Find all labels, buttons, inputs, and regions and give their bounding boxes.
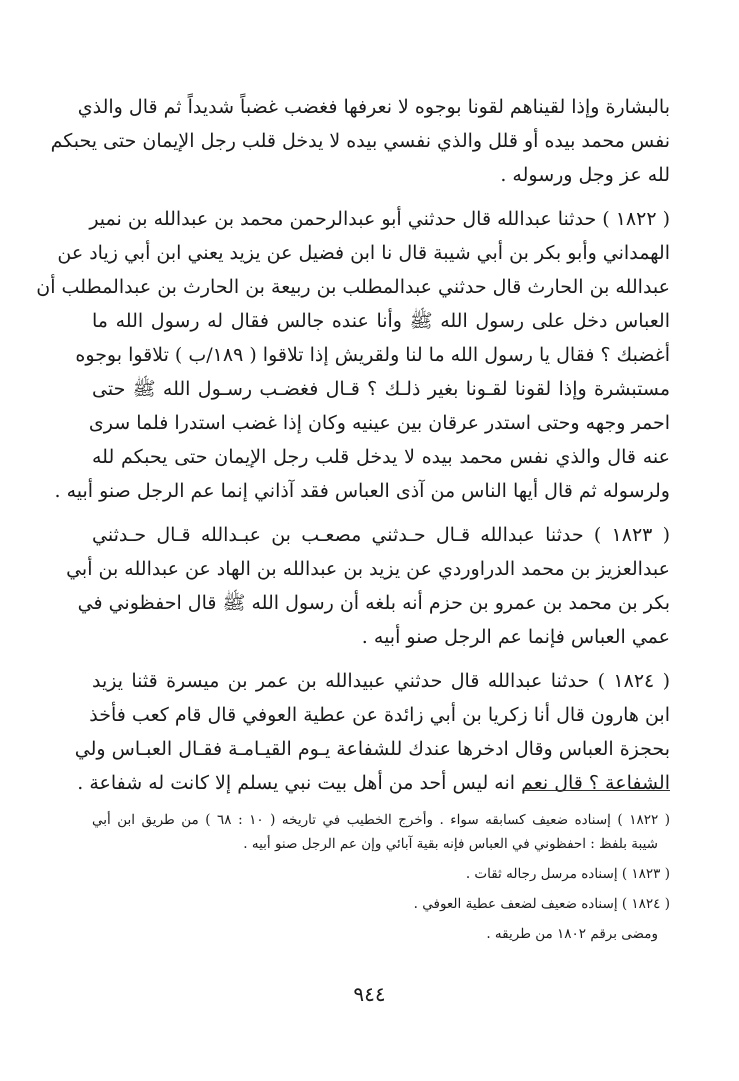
text-line: ( ١٨٢٤ ) حدثنا عبدالله قال حدثني عبيدالله بن عمر بن ميسرة قثنا يزيد: [92, 670, 671, 692]
text-line: عنه قال والذي نفس محمد بيده لا يدخل قلب رجل الإيمان حتى يحبكم لله: [92, 446, 670, 468]
footnote-divider: [524, 790, 670, 791]
footnote-1822-cont: شيبة بلفظ : احفظوني في العباس فإنه بقية آبائي وإن عم الرجل صنو أبيه .: [243, 836, 658, 852]
footnote-1822: ( ١٨٢٢ ) إسناده ضعيف كسابقه سواء . وأخرج الخطيب في تاريخه ( ١٠ : ٦٨ ) من طريق ابن أبي: [92, 812, 670, 828]
main-text: [36, 90, 671, 810]
text-line: الشفاعة ؟ قال نعم انه ليس أحد من أهل بيت نبي يسلم إلا كانت له شفاعة .: [77, 772, 670, 794]
text-line: عبدالعزيز بن محمد الدراوردي عن يزيد بن عبدالله بن الهاد عن عبدالله بن أبي: [66, 558, 670, 580]
text-line: بحجزة العباس وقال ادخرها عندك للشفاعة يـوم القيـامـة فقـال العبـاس ولي: [74, 738, 670, 760]
footnote-1824-cont: ومضى برقم ١٨٠٢ من طريقه .: [486, 926, 658, 942]
text-line: بالبشارة وإذا لقيناهم لقونا بوجوه لا نعرفها فغضب غضباً شديداً ثم قال والذي: [77, 96, 670, 118]
text-line: ( ١٨٢٣ ) حدثنا عبدالله قـال حـدثني مصعـب بن عبـدالله قـال حـدثني: [92, 524, 670, 546]
text-line: مستبشرة وإذا لقونا لقـونا بغير ذلـك ؟ قـال فغضـب رسـول الله ﷺ حتى: [92, 378, 670, 400]
footnote-1823: ( ١٨٢٣ ) إسناده مرسل رجاله ثقات .: [465, 866, 670, 882]
hadith-1823: [66, 518, 670, 654]
paragraph-continuation: [50, 90, 670, 192]
text-line: بكر بن محمد بن عمرو بن حزم أنه بلغه أن رسول الله ﷺ قال احفظوني في: [77, 592, 670, 614]
text-line: لله عز وجل ورسوله .: [500, 164, 670, 186]
text-line: نفس محمد بيده أو قلل والذي نفسي بيده لا يدخل قلب رجل الإيمان حتى يحبكم: [50, 130, 670, 152]
text-line: عمي العباس فإنما عم الرجل صنو أبيه .: [361, 626, 670, 648]
text-line: عبدالله بن الحارث قال حدثني عبدالمطلب بن ربيعة بن الحارث بن عبدالمطلب أن: [36, 276, 670, 298]
text-line: العباس دخل على رسول الله ﷺ وأنا عنده جالس فقال له رسول الله ما: [92, 310, 670, 332]
footnote-list: [92, 808, 670, 946]
text-line: أغضبك ؟ فقال يا رسول الله ما لنا ولقريش إذا تلاقوا ( ١٨٩/ب ) تلاقوا بوجوه: [75, 344, 670, 366]
hadith-1824: [74, 664, 671, 800]
text-line: ( ١٨٢٢ ) حدثنا عبدالله قال حدثني أبو عبدالرحمن محمد بن عبدالله بن نمير: [89, 208, 670, 230]
page-number: ٩٤٤: [353, 982, 386, 1006]
footnote-1824: ( ١٨٢٤ ) إسناده ضعيف لضعف عطية العوفي .: [413, 896, 670, 912]
text-line: احمر وجهه وحتى استدر عرقان بين عينيه وكان إذا غضب استدرا فلما سرى: [88, 412, 670, 434]
text-line: الهمداني وأبو بكر بن أبي شيبة قال نا ابن فضيل عن يزيد يعني ابن أبي زياد عن: [57, 242, 670, 264]
text-line: ولرسوله ثم قال أيها الناس من آذى العباس فقد آذاني إنما عم الرجل صنو أبيه .: [54, 480, 670, 502]
hadith-1822: [36, 202, 670, 508]
text-line: ابن هارون قال أنا زكريا بن أبي زائدة عن عطية العوفي قال قام كعب فأخذ: [89, 704, 670, 726]
